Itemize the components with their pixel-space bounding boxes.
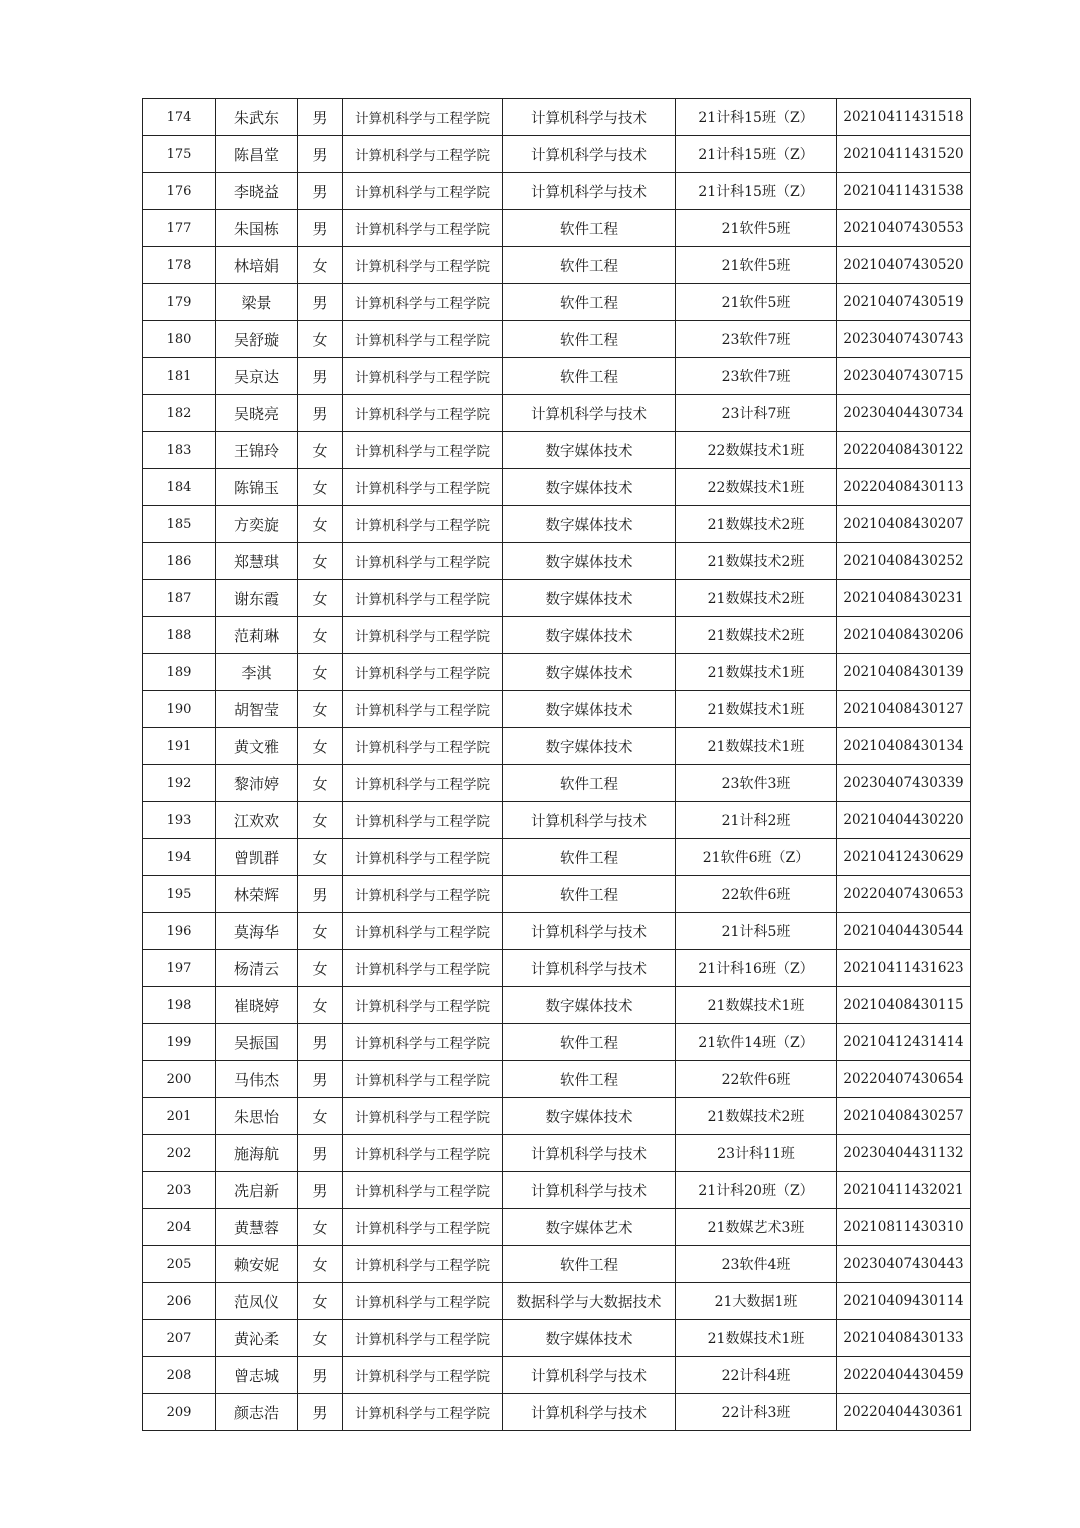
table-row [143,1061,971,1098]
student-name-cell: 李晓益 [216,173,298,210]
major-cell: 软件工程 [503,1024,676,1061]
table-row [143,1135,971,1172]
major-cell: 数字媒体技术 [503,987,676,1024]
row-number-cell: 175 [143,136,216,173]
student-id-cell: 20210811430310 [837,1209,971,1246]
college-cell: 计算机科学与工程学院 [343,728,503,765]
college-cell: 计算机科学与工程学院 [343,691,503,728]
class-cell: 21计科16班（Z） [676,950,837,987]
student-id-cell: 20210412430629 [837,839,971,876]
class-cell: 21软件14班（Z） [676,1024,837,1061]
student-name-cell: 黄文雅 [216,728,298,765]
college-cell: 计算机科学与工程学院 [343,136,503,173]
class-cell: 21数媒技术1班 [676,987,837,1024]
college-cell: 计算机科学与工程学院 [343,1357,503,1394]
gender-cell: 女 [298,728,343,765]
student-name-cell: 莫海华 [216,913,298,950]
college-cell: 计算机科学与工程学院 [343,284,503,321]
gender-cell: 男 [298,173,343,210]
gender-cell: 女 [298,543,343,580]
student-id-cell: 20220408430122 [837,432,971,469]
major-cell: 数字媒体技术 [503,728,676,765]
student-id-cell: 20220407430654 [837,1061,971,1098]
student-id-cell: 20210411431538 [837,173,971,210]
class-cell: 21软件5班 [676,210,837,247]
row-number-cell: 201 [143,1098,216,1135]
college-cell: 计算机科学与工程学院 [343,1098,503,1135]
row-number-cell: 181 [143,358,216,395]
row-number-cell: 198 [143,987,216,1024]
gender-cell: 女 [298,913,343,950]
student-name-cell: 范莉琳 [216,617,298,654]
student-id-cell: 20210408430133 [837,1320,971,1357]
gender-cell: 男 [298,1394,343,1431]
student-name-cell: 吴振国 [216,1024,298,1061]
college-cell: 计算机科学与工程学院 [343,173,503,210]
student-name-cell: 崔晓婷 [216,987,298,1024]
gender-cell: 女 [298,506,343,543]
table-row [143,1357,971,1394]
major-cell: 计算机科学与技术 [503,1135,676,1172]
table-row [143,950,971,987]
student-id-cell: 20210408430139 [837,654,971,691]
row-number-cell: 206 [143,1283,216,1320]
major-cell: 计算机科学与技术 [503,802,676,839]
major-cell: 计算机科学与技术 [503,1357,676,1394]
student-name-cell: 梁景 [216,284,298,321]
major-cell: 计算机科学与技术 [503,1394,676,1431]
student-name-cell: 朱武东 [216,99,298,136]
major-cell: 数字媒体技术 [503,691,676,728]
student-name-cell: 冼启新 [216,1172,298,1209]
table-row [143,839,971,876]
student-id-cell: 20210407430553 [837,210,971,247]
class-cell: 22数媒技术1班 [676,469,837,506]
student-name-cell: 马伟杰 [216,1061,298,1098]
student-id-cell: 20210408430252 [837,543,971,580]
student-id-cell: 20210408430127 [837,691,971,728]
major-cell: 数字媒体技术 [503,1320,676,1357]
row-number-cell: 187 [143,580,216,617]
table-row [143,506,971,543]
major-cell: 计算机科学与技术 [503,1172,676,1209]
table-row [143,913,971,950]
class-cell: 21数媒技术2班 [676,543,837,580]
college-cell: 计算机科学与工程学院 [343,617,503,654]
class-cell: 21数媒技术1班 [676,728,837,765]
row-number-cell: 190 [143,691,216,728]
row-number-cell: 188 [143,617,216,654]
student-id-cell: 20220407430653 [837,876,971,913]
row-number-cell: 194 [143,839,216,876]
gender-cell: 女 [298,1283,343,1320]
college-cell: 计算机科学与工程学院 [343,1246,503,1283]
college-cell: 计算机科学与工程学院 [343,654,503,691]
table-row [143,1098,971,1135]
major-cell: 软件工程 [503,876,676,913]
gender-cell: 女 [298,987,343,1024]
student-name-cell: 江欢欢 [216,802,298,839]
table-row [143,1394,971,1431]
row-number-cell: 189 [143,654,216,691]
class-cell: 21数媒技术1班 [676,691,837,728]
student-name-cell: 颜志浩 [216,1394,298,1431]
table-row [143,395,971,432]
major-cell: 数字媒体技术 [503,432,676,469]
table-row [143,580,971,617]
student-id-cell: 20210408430231 [837,580,971,617]
class-cell: 23软件4班 [676,1246,837,1283]
row-number-cell: 178 [143,247,216,284]
college-cell: 计算机科学与工程学院 [343,876,503,913]
college-cell: 计算机科学与工程学院 [343,1172,503,1209]
gender-cell: 男 [298,1135,343,1172]
major-cell: 软件工程 [503,765,676,802]
college-cell: 计算机科学与工程学院 [343,950,503,987]
row-number-cell: 191 [143,728,216,765]
class-cell: 23软件7班 [676,358,837,395]
student-name-cell: 曾凯群 [216,839,298,876]
student-name-cell: 曾志城 [216,1357,298,1394]
table-row [143,99,971,136]
college-cell: 计算机科学与工程学院 [343,432,503,469]
major-cell: 计算机科学与技术 [503,913,676,950]
major-cell: 数据科学与大数据技术 [503,1283,676,1320]
row-number-cell: 193 [143,802,216,839]
student-name-cell: 朱国栋 [216,210,298,247]
gender-cell: 男 [298,1172,343,1209]
table-row [143,469,971,506]
class-cell: 21计科5班 [676,913,837,950]
class-cell: 21软件6班（Z） [676,839,837,876]
student-name-cell: 林荣辉 [216,876,298,913]
table-row [143,987,971,1024]
student-name-cell: 陈昌堂 [216,136,298,173]
row-number-cell: 174 [143,99,216,136]
class-cell: 22数媒技术1班 [676,432,837,469]
student-id-cell: 20210411431518 [837,99,971,136]
student-id-cell: 20230407430743 [837,321,971,358]
major-cell: 计算机科学与技术 [503,99,676,136]
student-name-cell: 朱思怡 [216,1098,298,1135]
student-id-cell: 20220408430113 [837,469,971,506]
row-number-cell: 199 [143,1024,216,1061]
gender-cell: 女 [298,469,343,506]
gender-cell: 男 [298,1024,343,1061]
student-id-cell: 20230407430443 [837,1246,971,1283]
row-number-cell: 183 [143,432,216,469]
college-cell: 计算机科学与工程学院 [343,469,503,506]
college-cell: 计算机科学与工程学院 [343,1135,503,1172]
row-number-cell: 184 [143,469,216,506]
table-row [143,1320,971,1357]
major-cell: 软件工程 [503,284,676,321]
college-cell: 计算机科学与工程学院 [343,1209,503,1246]
row-number-cell: 196 [143,913,216,950]
college-cell: 计算机科学与工程学院 [343,802,503,839]
row-number-cell: 179 [143,284,216,321]
student-id-cell: 20210408430207 [837,506,971,543]
table-row [143,691,971,728]
college-cell: 计算机科学与工程学院 [343,247,503,284]
table-row [143,173,971,210]
college-cell: 计算机科学与工程学院 [343,839,503,876]
table-row [143,876,971,913]
row-number-cell: 195 [143,876,216,913]
table-row [143,358,971,395]
student-name-cell: 吴晓亮 [216,395,298,432]
student-name-cell: 范凤仪 [216,1283,298,1320]
class-cell: 21数媒艺术3班 [676,1209,837,1246]
major-cell: 软件工程 [503,839,676,876]
gender-cell: 女 [298,839,343,876]
college-cell: 计算机科学与工程学院 [343,358,503,395]
student-id-cell: 20210407430519 [837,284,971,321]
class-cell: 22计科3班 [676,1394,837,1431]
student-id-cell: 20210404430220 [837,802,971,839]
gender-cell: 女 [298,321,343,358]
major-cell: 数字媒体技术 [503,469,676,506]
student-name-cell: 黎沛婷 [216,765,298,802]
college-cell: 计算机科学与工程学院 [343,913,503,950]
gender-cell: 男 [298,210,343,247]
class-cell: 21计科15班（Z） [676,173,837,210]
student-id-cell: 20210404430544 [837,913,971,950]
gender-cell: 女 [298,580,343,617]
gender-cell: 男 [298,1357,343,1394]
student-name-cell: 吴舒璇 [216,321,298,358]
class-cell: 21数媒技术2班 [676,580,837,617]
class-cell: 21数媒技术1班 [676,654,837,691]
row-number-cell: 207 [143,1320,216,1357]
table-row [143,802,971,839]
row-number-cell: 197 [143,950,216,987]
student-id-cell: 20210409430114 [837,1283,971,1320]
class-cell: 21计科15班（Z） [676,99,837,136]
student-id-cell: 20210411432021 [837,1172,971,1209]
row-number-cell: 202 [143,1135,216,1172]
table-row [143,765,971,802]
college-cell: 计算机科学与工程学院 [343,1061,503,1098]
college-cell: 计算机科学与工程学院 [343,321,503,358]
class-cell: 22计科4班 [676,1357,837,1394]
student-id-cell: 20230407430715 [837,358,971,395]
college-cell: 计算机科学与工程学院 [343,1283,503,1320]
gender-cell: 女 [298,247,343,284]
gender-cell: 女 [298,950,343,987]
class-cell: 21软件5班 [676,247,837,284]
student-name-cell: 黄慧蓉 [216,1209,298,1246]
college-cell: 计算机科学与工程学院 [343,1024,503,1061]
gender-cell: 男 [298,358,343,395]
row-number-cell: 177 [143,210,216,247]
class-cell: 21计科2班 [676,802,837,839]
gender-cell: 女 [298,1320,343,1357]
student-name-cell: 方奕旋 [216,506,298,543]
student-id-cell: 20220404430361 [837,1394,971,1431]
table-row [143,210,971,247]
major-cell: 计算机科学与技术 [503,173,676,210]
gender-cell: 女 [298,432,343,469]
gender-cell: 男 [298,284,343,321]
table-row [143,432,971,469]
class-cell: 22软件6班 [676,1061,837,1098]
student-id-cell: 20210408430115 [837,987,971,1024]
student-id-cell: 20220404430459 [837,1357,971,1394]
gender-cell: 男 [298,99,343,136]
college-cell: 计算机科学与工程学院 [343,210,503,247]
student-name-cell: 施海航 [216,1135,298,1172]
class-cell: 22软件6班 [676,876,837,913]
major-cell: 数字媒体技术 [503,617,676,654]
table-row [143,728,971,765]
student-name-cell: 黄沁柔 [216,1320,298,1357]
major-cell: 软件工程 [503,321,676,358]
row-number-cell: 182 [143,395,216,432]
gender-cell: 女 [298,1246,343,1283]
row-number-cell: 185 [143,506,216,543]
class-cell: 21计科15班（Z） [676,136,837,173]
student-name-cell: 胡智莹 [216,691,298,728]
table-row [143,543,971,580]
student-id-cell: 20210408430206 [837,617,971,654]
student-name-cell: 谢东霞 [216,580,298,617]
table-row [143,654,971,691]
gender-cell: 女 [298,617,343,654]
row-number-cell: 200 [143,1061,216,1098]
table-row [143,1209,971,1246]
row-number-cell: 180 [143,321,216,358]
major-cell: 数字媒体艺术 [503,1209,676,1246]
gender-cell: 男 [298,876,343,913]
college-cell: 计算机科学与工程学院 [343,765,503,802]
class-cell: 23软件7班 [676,321,837,358]
class-cell: 23软件3班 [676,765,837,802]
row-number-cell: 203 [143,1172,216,1209]
row-number-cell: 209 [143,1394,216,1431]
row-number-cell: 176 [143,173,216,210]
major-cell: 计算机科学与技术 [503,950,676,987]
student-name-cell: 王锦玲 [216,432,298,469]
major-cell: 数字媒体技术 [503,506,676,543]
row-number-cell: 208 [143,1357,216,1394]
major-cell: 软件工程 [503,1246,676,1283]
student-id-cell: 20210408430134 [837,728,971,765]
student-id-cell: 20230407430339 [837,765,971,802]
major-cell: 数字媒体技术 [503,580,676,617]
table-row [143,247,971,284]
gender-cell: 男 [298,395,343,432]
student-name-cell: 赖安妮 [216,1246,298,1283]
gender-cell: 女 [298,654,343,691]
table-row [143,1024,971,1061]
major-cell: 软件工程 [503,247,676,284]
student-name-cell: 吴京达 [216,358,298,395]
major-cell: 计算机科学与技术 [503,395,676,432]
major-cell: 软件工程 [503,210,676,247]
gender-cell: 女 [298,765,343,802]
major-cell: 软件工程 [503,358,676,395]
college-cell: 计算机科学与工程学院 [343,395,503,432]
major-cell: 数字媒体技术 [503,654,676,691]
table-row [143,617,971,654]
class-cell: 21计科20班（Z） [676,1172,837,1209]
gender-cell: 男 [298,136,343,173]
row-number-cell: 205 [143,1246,216,1283]
student-id-cell: 20230404430734 [837,395,971,432]
row-number-cell: 204 [143,1209,216,1246]
student-name-cell: 林培娟 [216,247,298,284]
gender-cell: 女 [298,1209,343,1246]
major-cell: 软件工程 [503,1061,676,1098]
roster-body [143,99,971,1431]
major-cell: 计算机科学与技术 [503,136,676,173]
student-name-cell: 郑慧琪 [216,543,298,580]
college-cell: 计算机科学与工程学院 [343,1394,503,1431]
student-name-cell: 陈锦玉 [216,469,298,506]
class-cell: 21软件5班 [676,284,837,321]
major-cell: 数字媒体技术 [503,1098,676,1135]
student-name-cell: 杨清云 [216,950,298,987]
class-cell: 21数媒技术2班 [676,1098,837,1135]
student-roster-table [142,98,971,1431]
major-cell: 数字媒体技术 [503,543,676,580]
row-number-cell: 192 [143,765,216,802]
student-id-cell: 20210412431414 [837,1024,971,1061]
gender-cell: 女 [298,691,343,728]
college-cell: 计算机科学与工程学院 [343,99,503,136]
class-cell: 21数媒技术1班 [676,1320,837,1357]
gender-cell: 女 [298,1098,343,1135]
student-id-cell: 20210411431623 [837,950,971,987]
class-cell: 23计科11班 [676,1135,837,1172]
student-name-cell: 李淇 [216,654,298,691]
student-id-cell: 20210411431520 [837,136,971,173]
row-number-cell: 186 [143,543,216,580]
table-row [143,136,971,173]
table-row [143,284,971,321]
class-cell: 21数媒技术2班 [676,617,837,654]
table-row [143,1172,971,1209]
gender-cell: 女 [298,802,343,839]
table-row [143,1246,971,1283]
class-cell: 23计科7班 [676,395,837,432]
college-cell: 计算机科学与工程学院 [343,1320,503,1357]
table-row [143,321,971,358]
college-cell: 计算机科学与工程学院 [343,987,503,1024]
student-id-cell: 20230404431132 [837,1135,971,1172]
gender-cell: 男 [298,1061,343,1098]
college-cell: 计算机科学与工程学院 [343,580,503,617]
student-id-cell: 20210408430257 [837,1098,971,1135]
college-cell: 计算机科学与工程学院 [343,543,503,580]
student-id-cell: 20210407430520 [837,247,971,284]
class-cell: 21数媒技术2班 [676,506,837,543]
college-cell: 计算机科学与工程学院 [343,506,503,543]
class-cell: 21大数据1班 [676,1283,837,1320]
table-row [143,1283,971,1320]
